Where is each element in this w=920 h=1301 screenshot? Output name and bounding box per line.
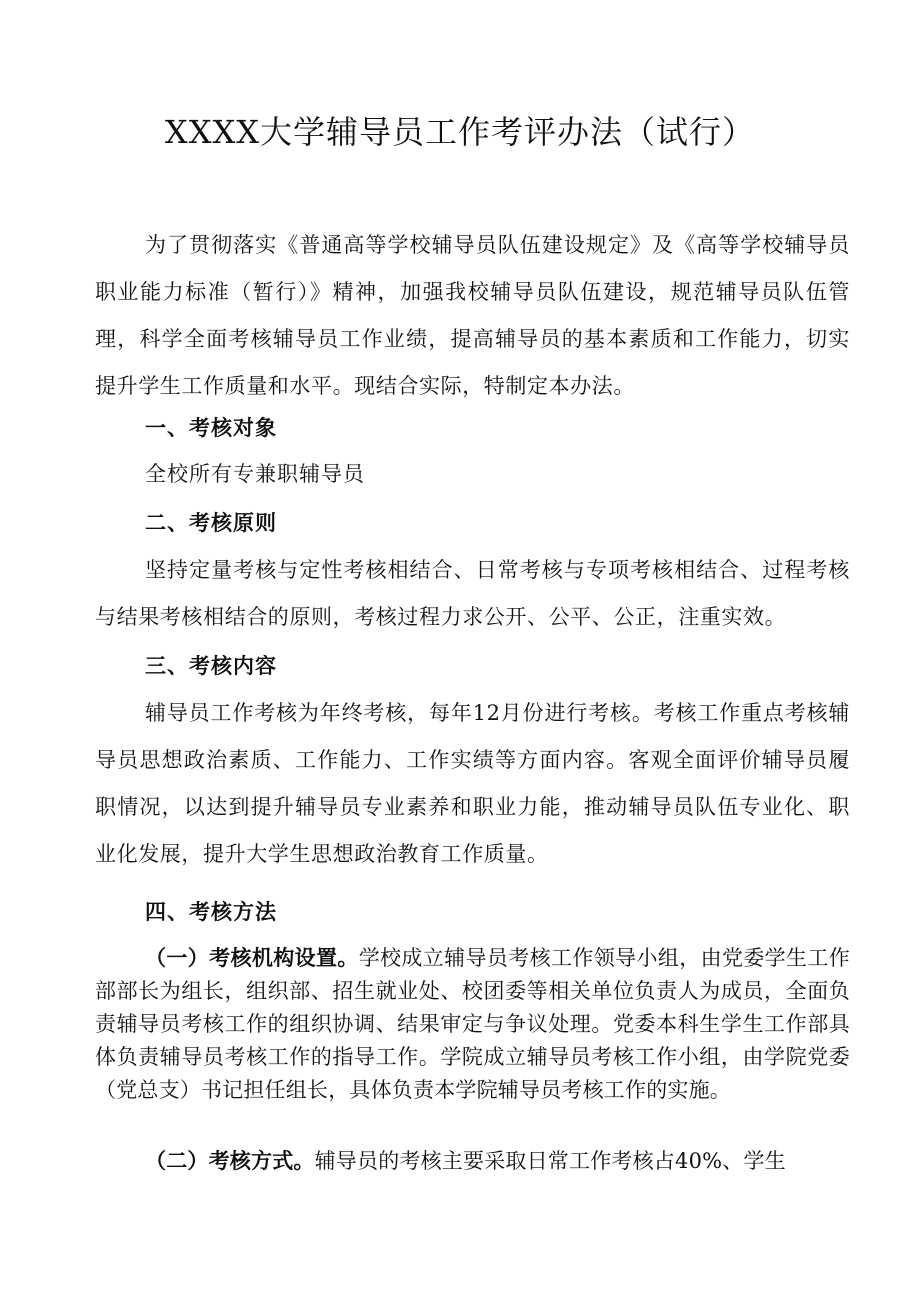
section-body-3: 辅导员工作考核为年终考核，每年12月份进行考核。考核工作重点考核辅导员思想政治素质、工作能力、工作实绩等方面内容。客观全面评价辅导员履职情况，以达到提升辅导员专业素养和职业力能，推动辅导员队伍专业化、职业化发展，提升大学生思想政治教育工作质量。 [95,701,850,866]
document-title: XXXX大学辅导员工作考评办法（试行） [164,113,756,151]
method-item-2-lead: （二）考核方式。 [145,1148,315,1173]
section-heading-2: 二、考核原则 [145,510,277,535]
section-heading-4: 四、考核方法 [145,899,277,924]
method-item-1 [95,941,850,1107]
method-item-2-text: 辅导员的考核主要采取日常工作考核占40%、学生 [314,1149,786,1173]
method-item-1-lead: （一）考核机构设置。 [145,945,359,970]
method-item-1-text: 学校成立辅导员考核工作领导小组，由党委学生工作部部长为组长，组织部、招生就业处、校团委等相关单位负责人为成员，全面负责辅导员考核工作的组织协调、结果审定与争议处理。党委本科生学生工作部具体负责辅导员考核工作的指导工作。学院成立辅导员考核工作小组，由学院党委（党总支）书记担任组长，具体负责本学院辅导员考核工作的实施。 [95,946,850,1102]
intro-paragraph: 为了贯彻落实《普通高等学校辅导员队伍建设规定》及《高等学校辅导员职业能力标准（暂行）》精神，加强我校辅导员队伍建设，规范辅导员队伍管理，科学全面考核辅导员工作业绩，提高辅导员的基本素质和工作能力，切实提升学生工作质量和水平。现结合实际，特制定本办法。 [95,233,850,398]
method-item-2 [95,1144,850,1178]
section-body-2: 坚持定量考核与定性考核相结合、日常考核与专项考核相结合、过程考核与结果考核相结合的原则，考核过程力求公开、公平、公正，注重实效。 [95,558,850,629]
section-heading-1: 一、考核对象 [145,415,277,440]
section-body-1: 全校所有专兼职辅导员 [145,462,365,486]
section-heading-3: 三、考核内容 [145,653,277,678]
